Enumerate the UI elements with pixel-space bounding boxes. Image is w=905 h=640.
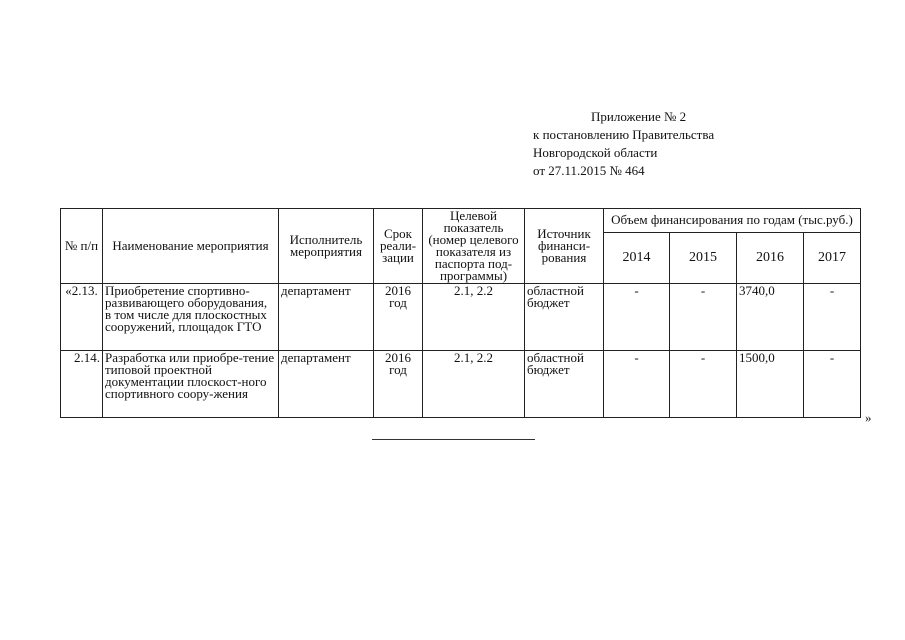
row-term: 2016 год <box>374 351 423 418</box>
header-term: Срок реали-зации <box>374 209 423 284</box>
row-2016: 1500,0 <box>737 351 804 418</box>
header-year-2015: 2015 <box>670 232 737 283</box>
measures-table-wrap <box>60 208 861 418</box>
header-year-2017: 2017 <box>804 232 861 283</box>
appendix-region: Новгородской области <box>533 145 658 160</box>
row-target: 2.1, 2.2 <box>423 284 525 351</box>
closing-quote: » <box>865 410 872 425</box>
row-num: 2.14. <box>61 351 103 418</box>
header-source: Источник финанси-рования <box>525 209 604 284</box>
row-2014: - <box>604 284 670 351</box>
header-num: № п/п <box>61 209 103 284</box>
row-term: 2016 год <box>374 284 423 351</box>
row-2015: - <box>670 351 737 418</box>
measures-table <box>60 208 861 418</box>
header-funding: Объем финансирования по годам (тыс.руб.) <box>604 209 861 233</box>
row-name: Приобретение спортивно-развивающего оборудования, в том числе для плоскостных сооружений, площадок ГТО <box>103 284 279 351</box>
header-executor: Исполнитель мероприятия <box>279 209 374 284</box>
row-2015: - <box>670 284 737 351</box>
header-year-2014: 2014 <box>604 232 670 283</box>
row-2014: - <box>604 351 670 418</box>
appendix-resolution: к постановлению Правительства <box>533 127 715 142</box>
table-row <box>61 284 861 351</box>
row-2016: 3740,0 <box>737 284 804 351</box>
row-2017: - <box>804 284 861 351</box>
row-name: Разработка или приобре-тение типовой проектной документации плоскост-ного спортивного соору-жения <box>103 351 279 418</box>
header-target: Целевой показатель (номер целевого показателя из паспорта под-программы) <box>423 209 525 284</box>
separator-line <box>372 439 535 440</box>
row-executor: департамент <box>279 351 374 418</box>
table-row <box>61 351 861 418</box>
row-executor: департамент <box>279 284 374 351</box>
appendix-date: от 27.11.2015 № 464 <box>533 163 645 178</box>
row-source: областной бюджет <box>525 351 604 418</box>
row-source: областной бюджет <box>525 284 604 351</box>
row-target: 2.1, 2.2 <box>423 351 525 418</box>
header-name: Наименование мероприятия <box>103 209 279 284</box>
appendix-title: Приложение № 2 <box>591 109 687 124</box>
row-2017: - <box>804 351 861 418</box>
appendix-header <box>533 108 714 180</box>
header-year-2016: 2016 <box>737 232 804 283</box>
row-num: «2.13. <box>61 284 103 351</box>
